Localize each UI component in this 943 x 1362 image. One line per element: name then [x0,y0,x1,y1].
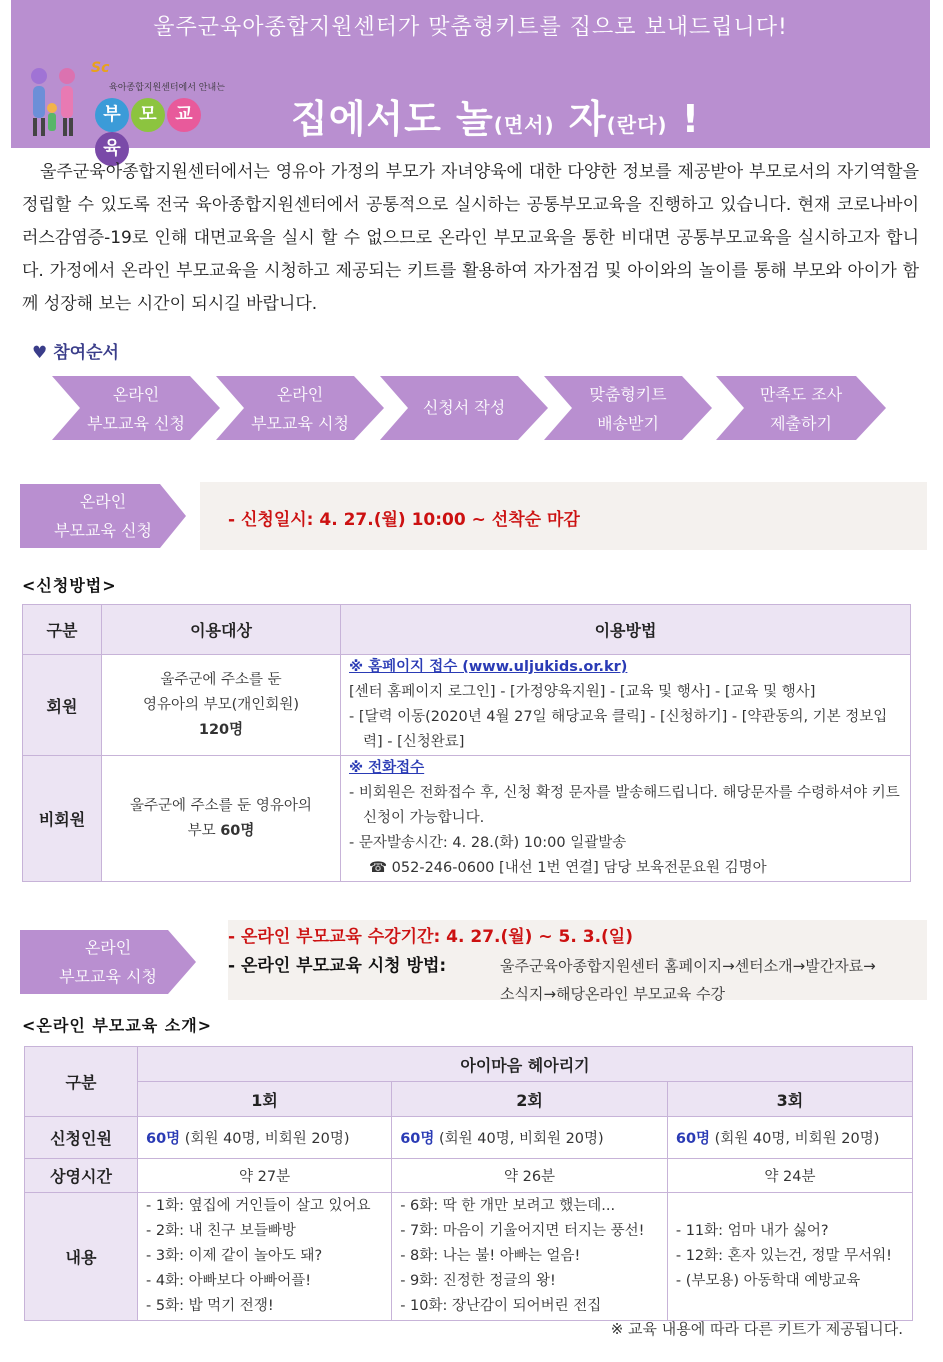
cell-text: ☎ 052-246-0600 [내선 1번 연결] 담당 보육전문요원 김명아 [369,860,767,876]
cell-text: - 문자발송시간: 4. 28.(화) 10:00 일괄발송 [349,835,627,851]
people-count: 60명 [675,1131,711,1147]
tag-label: 부모교육 신청 [54,521,152,540]
episode-item: - 8화: 나는 불! 아빠는 얼음! [400,1248,581,1264]
episode-item: - 6화: 딱 한 개만 보려고 했는데... [400,1198,616,1214]
header-top-text: 울주군육아종합지원센터가 맞춤형키트를 집으로 보내드립니다! [153,15,788,40]
title-part: ! [667,97,701,141]
tag-label: 온라인 [84,938,132,957]
episode-item: - 10화: 장난감이 되어버린 전집 [400,1298,602,1314]
apply-method-title: <신청방법> [22,576,117,595]
step-label: 맞춤형키트 [589,385,667,404]
col-header: 구분 [25,1047,138,1117]
step-label: 만족도 조사 [759,385,843,404]
episode-item: - 3화: 이제 같이 놀아도 돼? [146,1248,323,1264]
people-cell [667,1117,912,1159]
title-part: 집에서도 놀 [291,97,494,141]
title-part: 자 [554,97,607,141]
logo-char: 교 [167,98,201,132]
watch-intro-title: <온라인 부모교육 소개> [22,1016,213,1035]
step-label: 온라인 [276,385,324,404]
watch-period-note: - 온라인 부모교육 수강기간: 4. 27.(월) ~ 5. 3.(일) [228,927,633,947]
time-cell: 약 26분 [392,1159,668,1193]
logo-char: 육 [95,132,129,166]
episode-item: - 7화: 마음이 기울어지면 터지는 풍선! [400,1223,645,1239]
step-label: 배송받기 [597,414,659,433]
apply-date-note: - 신청일시: 4. 27.(월) 10:00 ~ 선착순 마감 [228,510,580,530]
cell-text: 60명 [220,822,255,839]
steps-title-text: 참여순서 [53,343,119,363]
episode-item: - 12화: 혼자 있는건, 정말 무서워! [675,1248,892,1264]
tag-label: 부모교육 시청 [59,967,157,986]
watch-method-label: - 온라인 부모교육 시청 방법: [228,956,447,976]
apply-tag [20,484,186,548]
cell-text: 120명 [198,721,244,738]
table-row [25,1159,913,1193]
step-5 [716,376,886,440]
logo-char: 모 [131,98,165,132]
step-4 [544,376,712,440]
time-cell: 약 24분 [667,1159,912,1193]
cell-text: 소식지→해당온라인 부모교육 수강 [500,985,725,1003]
col-header: 이용방법 [341,605,911,655]
watch-method-value [500,952,876,1008]
row-label: 회원 [23,655,102,756]
people-detail: (회원 40명, 비회원 20명) [438,1131,604,1147]
table-row [25,1193,913,1321]
content-cell [392,1193,668,1321]
session-header: 3회 [667,1082,912,1117]
cell-text: 영유아의 부모(개인회원) [143,696,299,713]
episode-item: - 11화: 엄마 내가 싫어? [675,1223,829,1239]
homepage-link[interactable]: ※ 홈페이지 접수 (www.uljukids.or.kr) [349,659,628,675]
episode-item: - 2화: 내 친구 보들빠방 [146,1223,296,1239]
row-label: 상영시간 [25,1159,138,1193]
kids-illustration-icon [25,62,89,138]
session-header: 2회 [392,1082,668,1117]
program-table [24,1046,913,1321]
row-label: 내용 [25,1193,138,1321]
program-name: 아이마음 헤아리기 [138,1047,913,1082]
watch-tag [20,930,196,994]
title-part: (면서) [493,113,555,137]
col-header: 이용대상 [102,605,341,655]
cell-text: 울주군육아종합지원센터 홈페이지→센터소개→발간자료→ [500,957,876,975]
step-2 [216,376,384,440]
table-row [23,756,911,882]
episode-item: - 9화: 진정한 정글의 왕! [400,1273,556,1289]
episode-item: - 5화: 밥 먹기 전쟁! [146,1298,274,1314]
footnote: ※ 교육 내용에 따라 다른 키트가 제공됩니다. [610,1320,903,1338]
people-count: 60명 [146,1131,181,1147]
session-header: 1회 [138,1082,392,1117]
cell-text: - 비회원은 전화접수 후, 신청 확정 문자를 발송해드립니다. 해당문자를 수령하셔야 키트신청이 가능합니다. [349,785,900,826]
step-label: 제출하기 [770,414,832,433]
step-3 [380,376,548,440]
tag-label: 온라인 [79,492,127,511]
step-1 [52,376,220,440]
cell-text: [센터 홈페이지 로그인] - [가정양육지원] - [교육 및 행사] - [교육 및 행사] [349,684,816,700]
apply-table [22,604,911,882]
episode-item: - 4화: 아빠보다 아빠어플! [146,1273,312,1289]
episode-item: - 1화: 옆집에 거인들이 살고 있어요 [146,1198,371,1214]
col-header: 구분 [23,605,102,655]
cell-text: 울주군에 주소를 둔 [160,671,282,688]
table-row [25,1117,913,1159]
header-banner [11,0,930,159]
member-target [102,655,341,756]
cell-text: 부모 [187,822,221,839]
step-label: 온라인 [112,385,160,404]
episode-item: - (부모용) 아동학대 예방교육 [675,1273,861,1289]
member-method [341,655,911,756]
step-label: 부모교육 시청 [251,414,349,433]
steps-title [32,338,119,363]
people-detail: (회원 40명, 비회원 20명) [184,1131,350,1147]
step-label: 부모교육 신청 [87,414,185,433]
time-cell: 약 27분 [138,1159,392,1193]
people-count: 60명 [400,1131,435,1147]
title-part: (란다) [606,113,668,137]
row-label: 비회원 [23,756,102,882]
content-cell [667,1193,912,1321]
cell-text: 울주군에 주소를 둔 영유아의 [130,797,312,814]
nonmember-target [102,756,341,882]
table-row [23,655,911,756]
nonmember-method [341,756,911,882]
heart-icon: ♥ [32,343,48,363]
logo [25,58,237,159]
people-detail: (회원 40명, 비회원 20명) [714,1131,880,1147]
content-cell [138,1193,392,1321]
row-label: 신청인원 [25,1117,138,1159]
cell-text: - [달력 이동(2020년 4월 27일 해당교육 클릭] - [신청하기] - [약관동의, 기본 정보입력] - [신청완료] [349,709,888,750]
phone-apply-link[interactable]: ※ 전화접수 [349,760,425,776]
step-label: 신청서 작성 [422,398,506,417]
people-cell [392,1117,668,1159]
logo-char: 부 [95,98,129,132]
logo-caption: 육아종합지원센터에서 안내는 [109,83,225,93]
logo-sc-mark: Sc [91,60,110,76]
main-title [291,88,700,143]
people-cell [138,1117,392,1159]
intro-paragraph: 울주군육아종합지원센터에서는 영유아 가정의 부모가 자녀양육에 대한 다양한 정보를 제공받아 부모로서의 자기역할을 정립할 수 있도록 전국 육아종합지원센터에서 공통적으로 실시하는 공통부모교육을 진행하고 있습니다. 현재 코로나바이러스감염증-19로 인해 대면교육을 실시 할 수 없으므로 온라인 부모교육을 통한 비대면 공통부모교육을 실시하고자 합니다. 가정에서 온라인 부모교육을 시청하고 제공되는 키트를 활용하여 자가점검 및 아이와의 놀이를 통해 부모와 아이가 함께 성장해 보는 시간이 되시길 바랍니다. [22,162,919,314]
